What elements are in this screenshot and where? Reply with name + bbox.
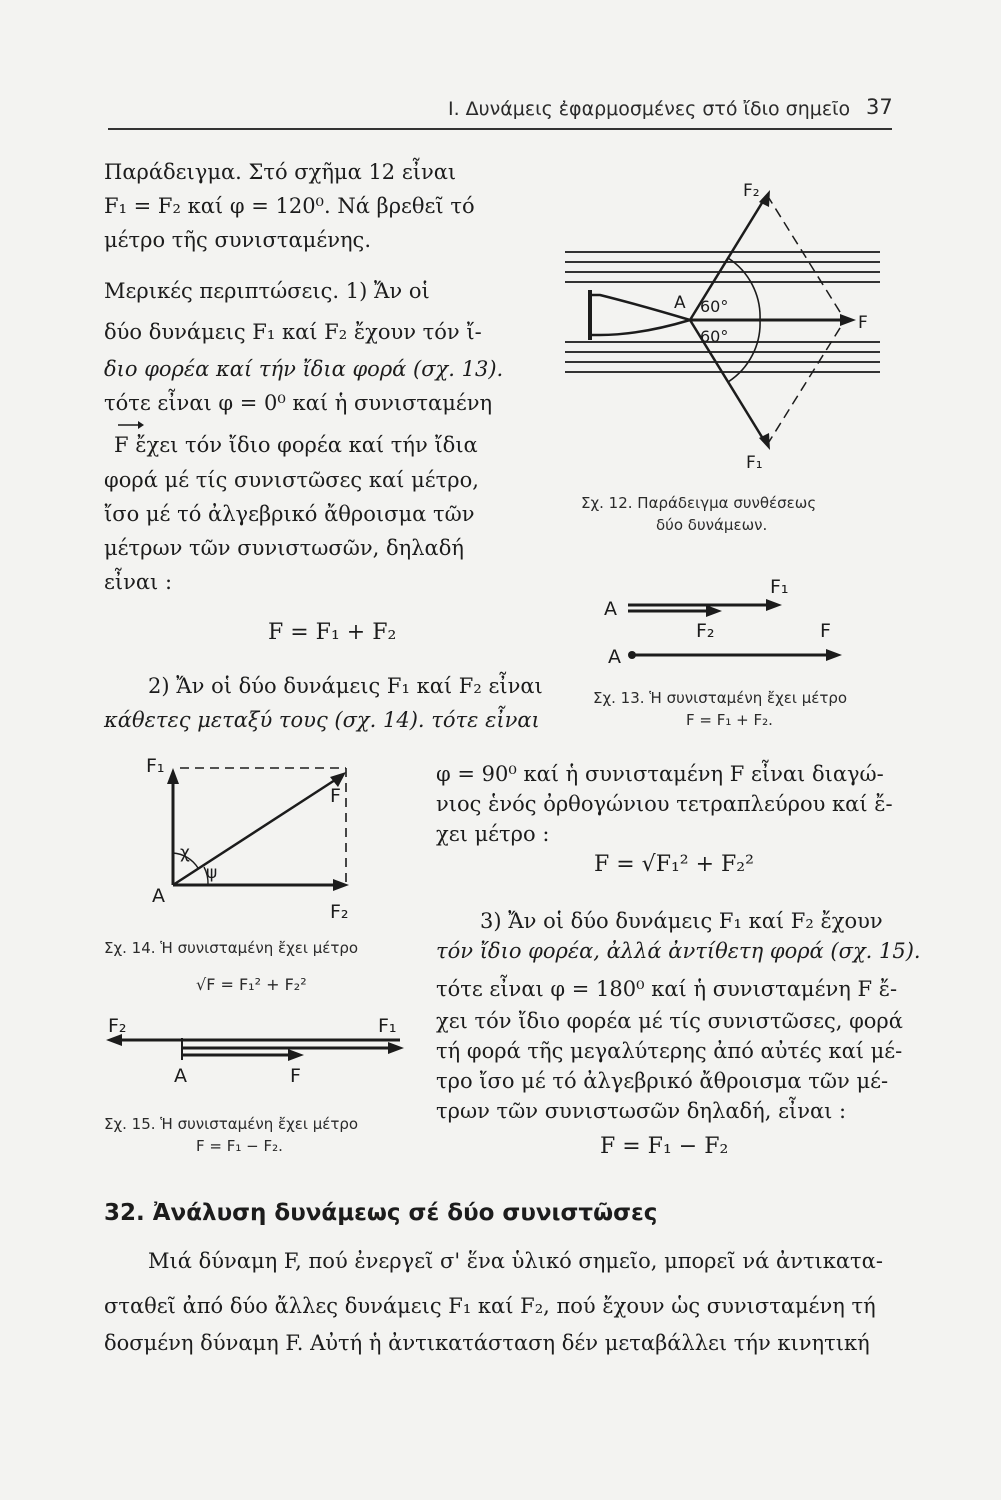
example-line-2: F₁ = F₂ καί φ = 120⁰. Νά βρεθεῖ τό <box>104 194 475 218</box>
running-header: I. Δυνάμεις ἐφαρμοσμένες στό ἴδιο σημεῖο <box>448 98 851 120</box>
section-para-line-3: δοσμένη δύναμη F. Αὐτή ἡ ἀντικατάσταση δέν μεταβάλλει τήν κινητική <box>104 1331 870 1355</box>
case2-line-e: χει μέτρο : <box>436 822 550 846</box>
figure-14-diagram <box>140 750 370 930</box>
fig14-caption-1: Σχ. 14. Ἡ συνισταμένη ἔχει μέτρο <box>104 939 359 957</box>
cases-line-8: μέτρων τῶν συνιστωσῶν, δηλαδή <box>104 536 464 560</box>
fig12-angle-1: 60° <box>700 297 729 316</box>
fig13-label-f1: F₁ <box>770 576 789 598</box>
fig14-label-f1: F₁ <box>146 755 165 777</box>
section-para-line-2: σταθεῖ ἀπό δύο ἄλλες δυνάμεις F₁ καί F₂, πού ἔχουν ὡς συνισταμένη τή <box>104 1294 876 1318</box>
fig14-label-psi: ψ <box>206 863 218 883</box>
equation-sum: F = F₁ + F₂ <box>268 620 397 645</box>
fig14-label-f: F <box>330 785 341 807</box>
case3-line-g: τρων τῶν συνιστωσῶν δηλαδή, εἶναι : <box>436 1099 847 1123</box>
fig12-angle-2: 60° <box>700 327 729 346</box>
fig15-caption-1: Σχ. 15. Ἡ συνισταμένη ἔχει μέτρο <box>104 1115 359 1133</box>
fig12-label-f: F <box>858 313 868 333</box>
case3-line-c: τότε εἶναι φ = 180⁰ καί ἡ συνισταμένη F ἔ- <box>436 977 898 1001</box>
cases-line-5: F ἔχει τόν ἴδιο φορέα καί τήν ἴδια <box>114 433 478 457</box>
cases-line-6: φορά μέ τίς συνιστῶσες καί μέτρο, <box>104 468 479 492</box>
fig12-label-a: A <box>674 293 686 313</box>
fig12-label-f1: F₁ <box>746 453 763 473</box>
fig15-caption-2: F = F₁ − F₂. <box>196 1137 283 1155</box>
fig12-caption-1: Σχ. 12. Παράδειγμα συνθέσεως <box>581 494 817 512</box>
fig13-label-a-top: A <box>604 598 617 620</box>
header-rule <box>108 128 892 130</box>
fig15-label-a: A <box>174 1065 187 1087</box>
fig13-label-f: F <box>820 620 831 642</box>
cases-line-3: διο φορέα καί τήν ἴδια φορά (σχ. 13). <box>104 357 504 381</box>
cases-line-7: ἴσο μέ τό ἀλγεβρικό ἄθροισμα τῶν <box>104 502 475 526</box>
figure-12-diagram <box>560 170 890 473</box>
section-para-line-1: Μιά δύναμη F, πού ἐνεργεῖ σ' ἕνα ὑλικό σημεῖο, μπορεῖ νά ἀντικατα- <box>148 1249 883 1273</box>
example-line-1: Παράδειγμα. Στό σχῆμα 12 εἶναι <box>104 160 457 184</box>
cases-line-2: δύο δυνάμεις F₁ καί F₂ ἔχουν τόν ἴ- <box>104 320 482 344</box>
case3-line-a: 3) Ἄν οἱ δύο δυνάμεις F₁ καί F₂ ἔχουν <box>480 909 883 933</box>
case2-line-c: φ = 90⁰ καί ἡ συνισταμένη F εἶναι διαγώ- <box>436 762 884 786</box>
fig15-label-f1: F₁ <box>378 1015 397 1037</box>
fig12-label-f2: F₂ <box>743 181 760 201</box>
example-line-3: μέτρο τῆς συνισταμένης. <box>104 228 371 252</box>
case3-line-f: τρο ἴσο μέ τό ἀλγεβρικό ἄθροισμα τῶν μέ- <box>436 1069 889 1093</box>
fig14-caption-2: √F = F₁² + F₂² <box>196 975 307 994</box>
equation-difference: F = F₁ − F₂ <box>600 1134 729 1159</box>
case2-line-b: κάθετες μεταξύ τους (σχ. 14). τότε εἶναι <box>104 708 540 732</box>
equation-pythagorean: F = √F₁² + F₂² <box>594 852 754 877</box>
figure-15-diagram <box>100 1010 420 1090</box>
fig14-label-chi: χ <box>180 843 190 863</box>
case3-line-e: τή φορά τῆς μεγαλύτερης ἀπό αὐτές καί μέ- <box>436 1039 903 1063</box>
case2-line-d: νιος ἑνός ὀρθογώνιου τετραπλεύρου καί ἔ- <box>436 792 893 816</box>
fig15-label-f2: F₂ <box>108 1015 127 1037</box>
fig14-label-f2: F₂ <box>330 901 349 923</box>
case2-line-a: 2) Ἄν οἱ δύο δυνάμεις F₁ καί F₂ εἶναι <box>148 674 543 698</box>
fig15-label-f: F <box>290 1065 301 1087</box>
page-number: 37 <box>866 95 893 119</box>
fig13-label-a-bottom: A <box>608 646 621 668</box>
case3-line-d: χει τόν ἴδιο φορέα μέ τίς συνιστῶσες, φορά <box>436 1009 903 1033</box>
fig13-caption-2: F = F₁ + F₂. <box>686 711 773 729</box>
section-heading: 32. Ἀνάλυση δυνάμεως σέ δύο συνιστῶσες <box>104 1200 658 1226</box>
fig13-caption-1: Σχ. 13. Ἡ συνισταμένη ἔχει μέτρο <box>593 689 848 707</box>
fig12-caption-2: δύο δυνάμεων. <box>656 516 768 534</box>
fig14-label-a: A <box>152 885 165 907</box>
cases-line-9: εἶναι : <box>104 570 173 594</box>
cases-line-4: τότε εἶναι φ = 0⁰ καί ἡ συνισταμένη <box>104 391 493 415</box>
figure-13-diagram <box>590 565 870 675</box>
case3-line-b: τόν ἴδιο φορέα, ἀλλά ἀντίθετη φορά (σχ. 15). <box>436 939 921 963</box>
fig13-label-f2: F₂ <box>696 620 715 642</box>
cases-line-1: Μερικές περιπτώσεις. 1) Ἄν οἱ <box>104 279 430 303</box>
vector-arrow-f-1 <box>118 420 144 430</box>
